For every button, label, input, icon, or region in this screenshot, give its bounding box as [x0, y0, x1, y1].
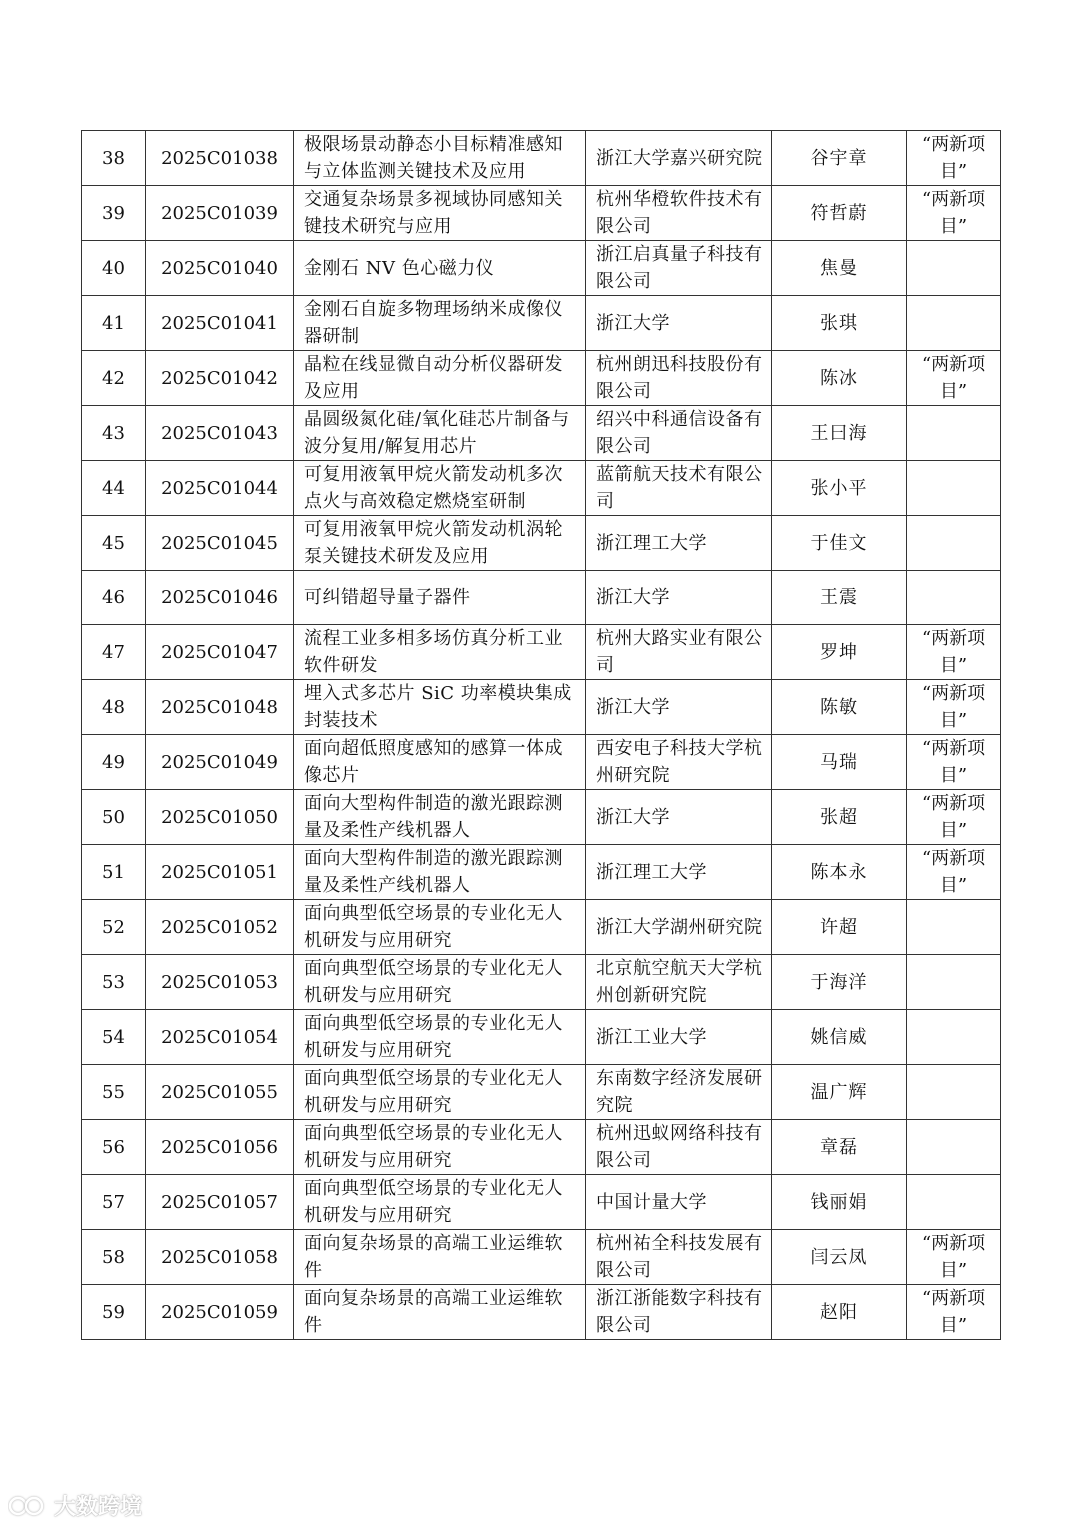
project-name-cell: 面向大型构件制造的激光跟踪测量及柔性产线机器人	[294, 845, 586, 900]
project-code-cell: 2025C01049	[146, 735, 294, 790]
project-code-cell: 2025C01050	[146, 790, 294, 845]
project-code-cell: 2025C01042	[146, 351, 294, 406]
row-number-cell: 58	[82, 1230, 146, 1285]
project-leader-cell: 于海洋	[772, 955, 907, 1010]
row-number-cell: 48	[82, 680, 146, 735]
project-name-cell: 极限场景动静态小目标精准感知与立体监测关键技术及应用	[294, 131, 586, 186]
project-leader-cell: 王震	[772, 571, 907, 625]
row-number-cell: 40	[82, 241, 146, 296]
project-name-cell: 晶圆级氮化硅/氧化硅芯片制备与波分复用/解复用芯片	[294, 406, 586, 461]
project-code-cell: 2025C01056	[146, 1120, 294, 1175]
row-number-cell: 52	[82, 900, 146, 955]
project-name-cell: 面向超低照度感知的感算一体成像芯片	[294, 735, 586, 790]
note-cell	[907, 516, 1001, 571]
note-cell	[907, 406, 1001, 461]
project-name-cell: 晶粒在线显微自动分析仪器研发及应用	[294, 351, 586, 406]
note-cell: “两新项目”	[907, 131, 1001, 186]
row-number-cell: 50	[82, 790, 146, 845]
row-number-cell: 56	[82, 1120, 146, 1175]
project-code-cell: 2025C01059	[146, 1285, 294, 1340]
note-cell: “两新项目”	[907, 625, 1001, 680]
note-cell: “两新项目”	[907, 186, 1001, 241]
organization-cell: 杭州迅蚁网络科技有限公司	[586, 1120, 772, 1175]
eye-logo-icon	[8, 1493, 48, 1519]
organization-cell: 中国计量大学	[586, 1175, 772, 1230]
organization-cell: 东南数字经济发展研究院	[586, 1065, 772, 1120]
project-table	[81, 130, 1001, 1340]
project-leader-cell: 陈冰	[772, 351, 907, 406]
row-number-cell: 47	[82, 625, 146, 680]
project-name-cell: 埋入式多芯片 SiC 功率模块集成封装技术	[294, 680, 586, 735]
table-row	[82, 735, 1001, 790]
row-number-cell: 51	[82, 845, 146, 900]
row-number-cell: 44	[82, 461, 146, 516]
project-name-cell: 面向复杂场景的高端工业运维软件	[294, 1285, 586, 1340]
organization-cell: 浙江工业大学	[586, 1010, 772, 1065]
project-code-cell: 2025C01041	[146, 296, 294, 351]
row-number-cell: 42	[82, 351, 146, 406]
project-name-cell: 面向大型构件制造的激光跟踪测量及柔性产线机器人	[294, 790, 586, 845]
project-name-cell: 面向典型低空场景的专业化无人机研发与应用研究	[294, 1175, 586, 1230]
project-code-cell: 2025C01054	[146, 1010, 294, 1065]
project-leader-cell: 章磊	[772, 1120, 907, 1175]
row-number-cell: 38	[82, 131, 146, 186]
row-number-cell: 41	[82, 296, 146, 351]
watermark	[8, 1490, 142, 1521]
table-row	[82, 1285, 1001, 1340]
organization-cell: 浙江大学嘉兴研究院	[586, 131, 772, 186]
note-cell: “两新项目”	[907, 680, 1001, 735]
project-leader-cell: 张琪	[772, 296, 907, 351]
project-leader-cell: 符哲蔚	[772, 186, 907, 241]
table-row	[82, 900, 1001, 955]
table-body	[82, 131, 1001, 1340]
project-code-cell: 2025C01057	[146, 1175, 294, 1230]
project-name-cell: 面向典型低空场景的专业化无人机研发与应用研究	[294, 955, 586, 1010]
project-code-cell: 2025C01040	[146, 241, 294, 296]
project-name-cell: 可纠错超导量子器件	[294, 571, 586, 625]
project-leader-cell: 焦曼	[772, 241, 907, 296]
organization-cell: 蓝箭航天技术有限公司	[586, 461, 772, 516]
organization-cell: 浙江大学	[586, 680, 772, 735]
project-code-cell: 2025C01058	[146, 1230, 294, 1285]
row-number-cell: 49	[82, 735, 146, 790]
project-leader-cell: 谷宇章	[772, 131, 907, 186]
organization-cell: 浙江理工大学	[586, 516, 772, 571]
project-code-cell: 2025C01045	[146, 516, 294, 571]
table-row	[82, 1065, 1001, 1120]
organization-cell: 浙江浙能数字科技有限公司	[586, 1285, 772, 1340]
note-cell	[907, 1010, 1001, 1065]
project-name-cell: 面向典型低空场景的专业化无人机研发与应用研究	[294, 1010, 586, 1065]
row-number-cell: 59	[82, 1285, 146, 1340]
table-row	[82, 461, 1001, 516]
project-code-cell: 2025C01047	[146, 625, 294, 680]
table-row	[82, 296, 1001, 351]
project-code-cell: 2025C01051	[146, 845, 294, 900]
organization-cell: 浙江启真量子科技有限公司	[586, 241, 772, 296]
project-code-cell: 2025C01038	[146, 131, 294, 186]
table-row	[82, 680, 1001, 735]
project-name-cell: 面向典型低空场景的专业化无人机研发与应用研究	[294, 1065, 586, 1120]
note-cell	[907, 1175, 1001, 1230]
organization-cell: 杭州祐全科技发展有限公司	[586, 1230, 772, 1285]
note-cell	[907, 296, 1001, 351]
table-row	[82, 955, 1001, 1010]
organization-cell: 西安电子科技大学杭州研究院	[586, 735, 772, 790]
note-cell	[907, 900, 1001, 955]
note-cell	[907, 241, 1001, 296]
organization-cell: 浙江大学湖州研究院	[586, 900, 772, 955]
table-row	[82, 186, 1001, 241]
project-code-cell: 2025C01052	[146, 900, 294, 955]
table-row	[82, 1175, 1001, 1230]
project-leader-cell: 张超	[772, 790, 907, 845]
project-code-cell: 2025C01039	[146, 186, 294, 241]
row-number-cell: 55	[82, 1065, 146, 1120]
note-cell	[907, 1065, 1001, 1120]
row-number-cell: 39	[82, 186, 146, 241]
table-row	[82, 625, 1001, 680]
organization-cell: 杭州朗迅科技股份有限公司	[586, 351, 772, 406]
project-leader-cell: 温广辉	[772, 1065, 907, 1120]
project-leader-cell: 于佳文	[772, 516, 907, 571]
project-leader-cell: 马瑞	[772, 735, 907, 790]
table-row	[82, 516, 1001, 571]
note-cell: “两新项目”	[907, 845, 1001, 900]
table-row	[82, 790, 1001, 845]
note-cell	[907, 571, 1001, 625]
project-name-cell: 面向典型低空场景的专业化无人机研发与应用研究	[294, 900, 586, 955]
note-cell	[907, 955, 1001, 1010]
organization-cell: 绍兴中科通信设备有限公司	[586, 406, 772, 461]
organization-cell: 杭州华橙软件技术有限公司	[586, 186, 772, 241]
note-cell: “两新项目”	[907, 1230, 1001, 1285]
project-leader-cell: 王曰海	[772, 406, 907, 461]
project-name-cell: 可复用液氧甲烷火箭发动机多次点火与高效稳定燃烧室研制	[294, 461, 586, 516]
note-cell: “两新项目”	[907, 790, 1001, 845]
project-leader-cell: 姚信威	[772, 1010, 907, 1065]
note-cell	[907, 461, 1001, 516]
row-number-cell: 54	[82, 1010, 146, 1065]
organization-cell: 浙江理工大学	[586, 845, 772, 900]
project-leader-cell: 赵阳	[772, 1285, 907, 1340]
project-leader-cell: 闫云凤	[772, 1230, 907, 1285]
row-number-cell: 53	[82, 955, 146, 1010]
project-name-cell: 流程工业多相多场仿真分析工业软件研发	[294, 625, 586, 680]
project-name-cell: 可复用液氧甲烷火箭发动机涡轮泵关键技术研发及应用	[294, 516, 586, 571]
project-code-cell: 2025C01048	[146, 680, 294, 735]
note-cell: “两新项目”	[907, 1285, 1001, 1340]
project-leader-cell: 许超	[772, 900, 907, 955]
table-row	[82, 1230, 1001, 1285]
project-leader-cell: 陈本永	[772, 845, 907, 900]
project-name-cell: 面向典型低空场景的专业化无人机研发与应用研究	[294, 1120, 586, 1175]
table-row	[82, 1010, 1001, 1065]
table-row	[82, 571, 1001, 625]
project-code-cell: 2025C01055	[146, 1065, 294, 1120]
table-row	[82, 1120, 1001, 1175]
note-cell	[907, 1120, 1001, 1175]
project-name-cell: 面向复杂场景的高端工业运维软件	[294, 1230, 586, 1285]
note-cell: “两新项目”	[907, 735, 1001, 790]
row-number-cell: 43	[82, 406, 146, 461]
table-row	[82, 406, 1001, 461]
project-code-cell: 2025C01053	[146, 955, 294, 1010]
project-code-cell: 2025C01046	[146, 571, 294, 625]
project-leader-cell: 陈敏	[772, 680, 907, 735]
project-leader-cell: 罗坤	[772, 625, 907, 680]
organization-cell: 北京航空航天大学杭州创新研究院	[586, 955, 772, 1010]
organization-cell: 浙江大学	[586, 571, 772, 625]
row-number-cell: 45	[82, 516, 146, 571]
project-name-cell: 金刚石 NV 色心磁力仪	[294, 241, 586, 296]
note-cell: “两新项目”	[907, 351, 1001, 406]
project-code-cell: 2025C01044	[146, 461, 294, 516]
table-row	[82, 241, 1001, 296]
row-number-cell: 46	[82, 571, 146, 625]
project-name-cell: 金刚石自旋多物理场纳米成像仪器研制	[294, 296, 586, 351]
organization-cell: 杭州大路实业有限公司	[586, 625, 772, 680]
table-row	[82, 351, 1001, 406]
project-leader-cell: 张小平	[772, 461, 907, 516]
project-name-cell: 交通复杂场景多视域协同感知关键技术研究与应用	[294, 186, 586, 241]
table-row	[82, 845, 1001, 900]
project-code-cell: 2025C01043	[146, 406, 294, 461]
organization-cell: 浙江大学	[586, 790, 772, 845]
watermark-text: 大数跨境	[54, 1495, 143, 1520]
table-row	[82, 131, 1001, 186]
row-number-cell: 57	[82, 1175, 146, 1230]
project-leader-cell: 钱丽娟	[772, 1175, 907, 1230]
organization-cell: 浙江大学	[586, 296, 772, 351]
